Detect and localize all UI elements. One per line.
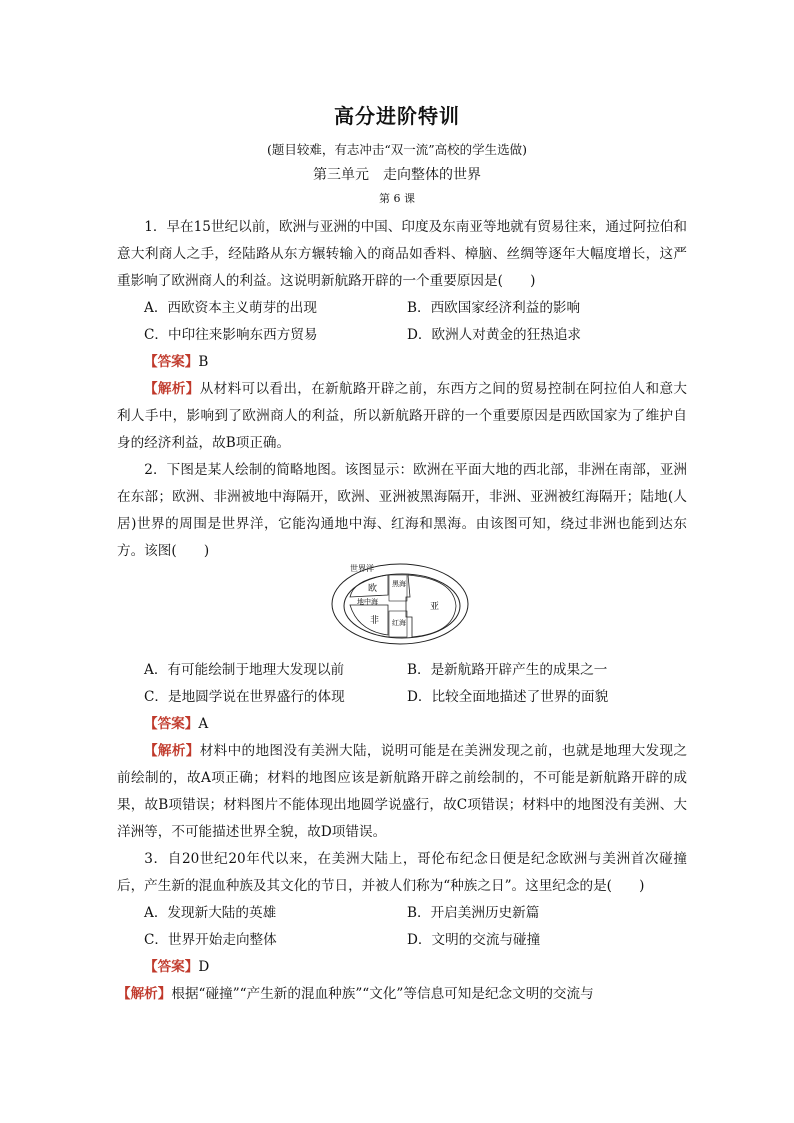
question-content <box>117 214 687 1008</box>
answer-value: A <box>198 716 209 732</box>
page-title: 高分进阶特训 <box>334 104 460 128</box>
analysis-label: 【解析】 <box>117 986 172 1002</box>
question-1-stem: 1．早在15世纪以前，欧洲与亚洲的中国、印度及东南亚等地就有贸易往来，通过阿拉伯和意大利商人之手，经陆路从东方辗转输入的商品如香料、樟脑、丝绸等逐年大幅度增长，这严重影响了欧洲商人的利益。这说明新航路开辟的一个重要原因是( ) <box>117 219 687 289</box>
analysis-label: 【解析】 <box>144 381 200 397</box>
option-d: D．比较全面地描述了世界的面貌 <box>407 689 609 705</box>
analysis-text: 根据“碰撞”“产生新的混血种族”“文化”等信息可知是纪念文明的交流与 <box>171 986 594 1002</box>
option-d: D．文明的交流与碰撞 <box>407 932 541 948</box>
unit-heading: 第三单元 走向整体的世界 <box>313 167 481 183</box>
analysis-label: 【解析】 <box>144 743 200 759</box>
question-1-answer <box>117 349 687 376</box>
map-label-black-sea: 黑海 <box>392 580 406 588</box>
analysis-text: 从材料可以看出，在新航路开辟之前，东西方之间的贸易控制在阿拉伯人和意大利人手中，影响到了欧洲商人的利益，所以新航路开辟的一个重要原因是西欧国家为了维护自身的经济利益，故B项正确。 <box>117 381 688 451</box>
answer-label: 【答案】 <box>144 716 199 732</box>
map-label-red-sea: 红海 <box>392 619 406 627</box>
question-1-analysis <box>117 376 687 457</box>
map-label-africa: 非 <box>370 616 380 626</box>
question-2-answer <box>117 711 687 738</box>
question-2-options <box>117 657 687 684</box>
option-d: D．欧洲人对黄金的狂热追求 <box>407 327 582 343</box>
map-figure <box>330 561 470 647</box>
question-1-options <box>117 295 687 322</box>
option-b: B．是新航路开辟产生的成果之一 <box>407 662 608 678</box>
option-b: B．开启美洲历史新篇 <box>407 905 540 921</box>
map-label-europe: 欧 <box>368 584 378 594</box>
question-3-stem: 3．自20世纪20年代以来，在美洲大陆上，哥伦布纪念日便是纪念欧洲与美洲首次碰撞后，产生新的混血种族及其文化的节日，并被人们称为“种族之日”。这里纪念的是( ) <box>117 851 687 894</box>
answer-value: B <box>198 354 209 370</box>
map-label-ocean: 世界洋 <box>350 564 374 573</box>
page-subtitle: (题目较难，有志冲击“双一流”高校的学生选做) <box>266 142 528 157</box>
question-3-answer <box>117 954 687 981</box>
question-2-analysis <box>117 738 687 846</box>
analysis-text: 材料中的地图没有美洲大陆，说明可能是在美洲发现之前，也就是地理大发现之前绘制的，故A项正确；材料的地图应该是新航路开辟之前绘制的，不可能是新航路开辟的成果，故B项错误；材料图片不能体现出地圆学说盛行，故C项错误；材料中的地图没有美洲、大洋洲等，不可能描述世界全貌，故D项错误。 <box>117 743 688 840</box>
option-c: C．中印往来影响东西方贸易 <box>144 327 318 343</box>
question-1-options-row2 <box>117 322 687 349</box>
map-label-mediterranean: 地中海 <box>357 598 378 606</box>
question-3-analysis <box>117 981 687 1008</box>
question-2-options-row2 <box>117 684 687 711</box>
answer-value: D <box>198 959 210 975</box>
answer-label: 【答案】 <box>144 959 199 975</box>
question-2-stem: 2．下图是某人绘制的简略地图。该图显示：欧洲在平面大地的西北部，非洲在南部，亚洲在东部；欧洲、非洲被地中海隔开，欧洲、亚洲被黑海隔开，非洲、亚洲被红海隔开；陆地(人居)世界的周围是世界洋，它能沟通地中海、红海和黑海。由该图可知，绕过非洲也能到达东方。该图( ) <box>117 462 687 559</box>
option-a: A．西欧资本主义萌芽的出现 <box>144 300 317 316</box>
option-a: A．发现新大陆的英雄 <box>144 905 277 921</box>
question-3-options-row2 <box>117 927 687 954</box>
ancient-world-map <box>117 565 687 657</box>
question-3-options <box>117 900 687 927</box>
answer-label: 【答案】 <box>144 354 199 370</box>
lesson-heading: 第 6 课 <box>379 192 415 205</box>
option-a: A．有可能绘制于地理大发现以前 <box>144 662 345 678</box>
option-c: C．世界开始走向整体 <box>144 932 277 948</box>
option-b: B．西欧国家经济利益的影响 <box>407 300 581 316</box>
option-c: C．是地圆学说在世界盛行的体现 <box>144 689 345 705</box>
map-label-asia: 亚 <box>430 602 440 612</box>
